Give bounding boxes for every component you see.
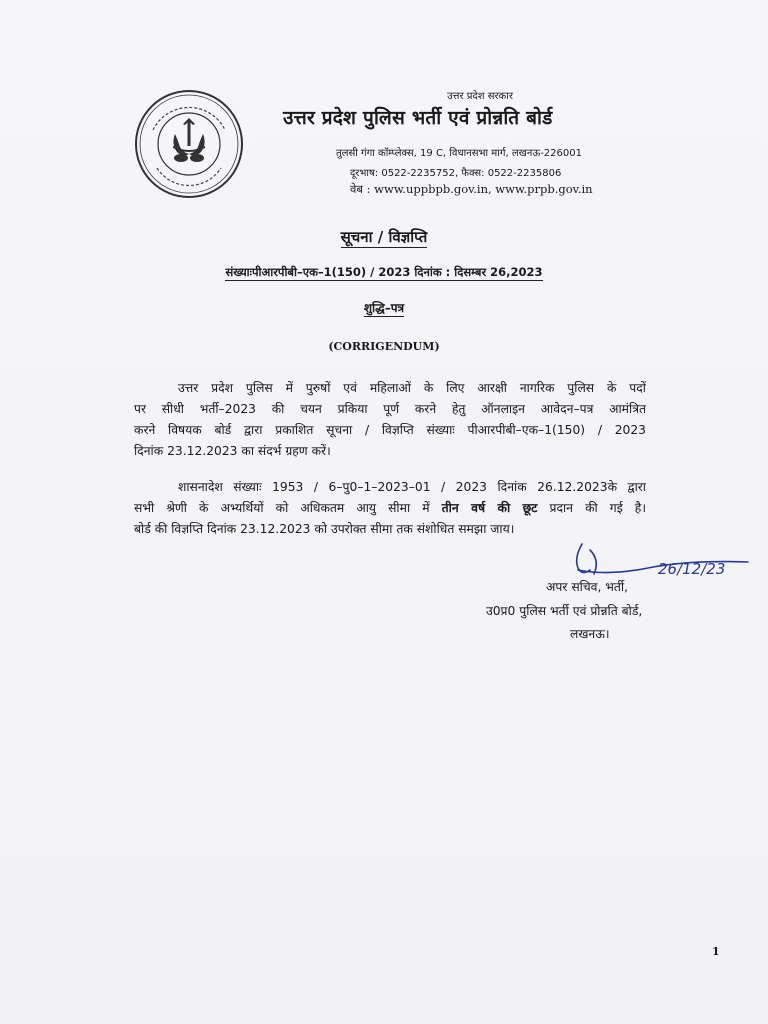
notice-reference: संख्याःपीआरपीबी–एक–1(150) / 2023 दिनांक : दिसम्बर 26,2023 (225, 265, 543, 279)
paragraph-text: प्रदान की गई है। (549, 501, 646, 515)
signatory-city: लखनऊ। (570, 627, 610, 641)
board-address: तुलसी गंगा कॉम्प्लेक्स, 19 C, विधानसभा मार्ग, लखनऊ-226001 (336, 148, 582, 159)
signatory-designation: अपर सचिव, भर्ती, (546, 580, 629, 594)
paragraph-line: बोर्ड की विज्ञप्ति दिनांक 23.12.2023 को उपरोक्त सीमा तक संशोधित समझा जाय। (134, 522, 515, 536)
signature-date: 26/12/23 (658, 560, 726, 578)
paragraph-line: उत्तर प्रदेश पुलिस में पुरुषों एवं महिलाओं के लिए आरक्षी नागरिक पुलिस के पदों (178, 381, 646, 395)
paragraph-line (134, 498, 646, 519)
board-phone: दूरभाष: 0522-2235752, फैक्स: 0522-2235806 (350, 168, 562, 179)
notice-title: सूचना / विज्ञप्ति (340, 228, 428, 246)
paragraph-line: पर सीधी भर्ती–2023 की चयन प्रकिया पूर्ण करने हेतु ऑनलाइन आवेदन–पत्र आमंत्रित (134, 402, 646, 416)
paragraph-order (134, 477, 646, 540)
paragraph-line: दिनांक 23.12.2023 का संदर्भ ग्रहण करें। (134, 444, 331, 458)
page-number: 1 (712, 945, 720, 958)
paragraph-line: करने विषयक बोर्ड द्वारा प्रकाशित सूचना / विज्ञप्ति संख्याः पीआरपीबी–एक–1(150) / 2023 (134, 423, 646, 437)
paragraph-line: शासनादेश संख्याः 1953 / 6–पु0–1–2023–01 / 2023 दिनांक 26.12.2023के द्वारा (178, 480, 646, 494)
corrigendum-label: (CORRIGENDUM) (328, 340, 440, 353)
notice-subtitle: शुद्धि–पत्र (363, 301, 405, 315)
age-relaxation-emphasis: तीन वर्ष की छूट (441, 501, 538, 515)
paragraph-reference (134, 378, 646, 462)
board-name: उत्तर प्रदेश पुलिस भर्ती एवं प्रोन्नति बोर्ड (283, 107, 553, 129)
uppbpb-seal-icon (133, 88, 245, 200)
paragraph-text: सभी श्रेणी के अभ्यर्थियों को अधिकतम आयु सीमा में (134, 501, 430, 515)
signatory-organisation: उ0प्र0 पुलिस भर्ती एवं प्रोन्नति बोर्ड, (486, 604, 643, 618)
government-name: उत्तर प्रदेश सरकार (447, 91, 513, 102)
board-website: वेब : www.uppbpb.gov.in, www.prpb.gov.in (350, 182, 593, 196)
